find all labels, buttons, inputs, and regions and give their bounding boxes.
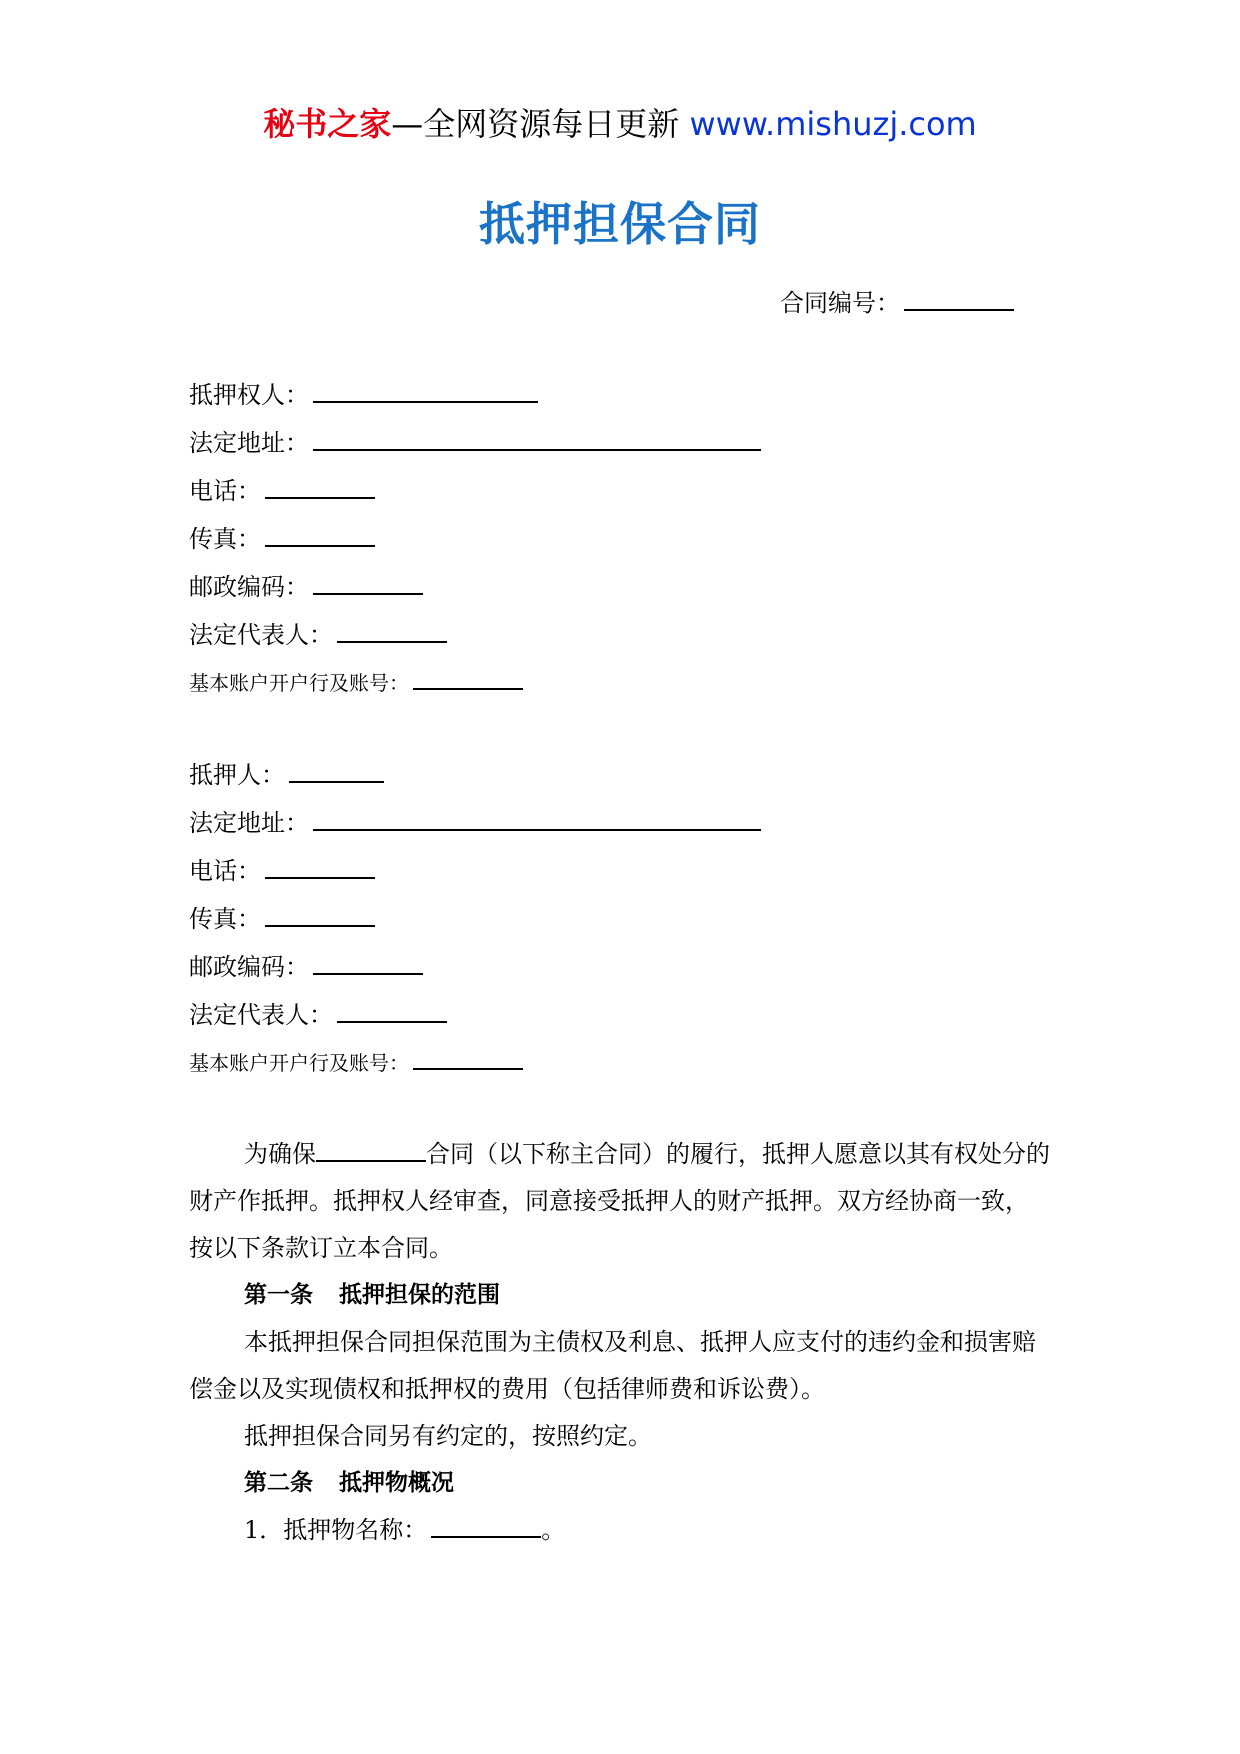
mortgagor-postcode-row [189,950,1089,998]
article-2-item-1-end: 。 [541,1516,566,1544]
mortgagor-postcode-label: 邮政编码： [189,953,309,981]
mortgagor-postcode-blank [313,951,423,975]
brand-name: 秘书之家 [263,105,392,143]
mortgagee-address-row [189,426,1089,474]
mortgagee-name-blank [313,379,538,403]
mortgagee-phone-label: 电话： [189,477,261,505]
contract-number-label: 合同编号： [780,289,900,317]
article-1-number: 第一条 [244,1282,313,1308]
contract-body [189,1131,1051,1554]
mortgagee-bank-blank [413,666,523,690]
mortgagor-address-label: 法定地址： [189,809,309,837]
article-2-item-1 [189,1507,1051,1554]
mortgagor-rep-row [189,998,1089,1046]
mortgagor-address-blank [313,807,761,831]
header-slogan: —全网资源每日更新 [391,105,680,143]
mortgagee-rep-label: 法定代表人： [189,621,333,649]
mortgagee-postcode-label: 邮政编码： [189,573,309,601]
article-1-heading [189,1272,1051,1319]
mortgagee-name-label: 抵押权人： [189,381,309,409]
mortgagee-address-blank [313,427,761,451]
mortgagor-name-row [189,758,1089,806]
mortgagor-name-blank [289,759,384,783]
mortgagor-phone-label: 电话： [189,857,261,885]
mortgagee-postcode-row [189,570,1089,618]
mortgagee-phone-blank [265,475,375,499]
mortgagee-name-row [189,378,1089,426]
mortgagee-fax-blank [265,523,375,547]
article-1-paragraph-1: 本抵押担保合同担保范围为主债权及利息、抵押人应支付的违约金和损害赔偿金以及实现债权和抵押权的费用（包括律师费和诉讼费）。 [189,1328,1036,1403]
main-contract-blank [316,1138,426,1162]
contract-number-blank [904,287,1014,311]
article-2-heading [189,1460,1051,1507]
mortgagor-rep-blank [337,999,447,1023]
mortgagee-section [189,378,1089,714]
mortgagor-phone-row [189,854,1089,902]
mortgagor-rep-label: 法定代表人： [189,1001,333,1029]
mortgagee-postcode-blank [313,571,423,595]
mortgagor-address-row [189,806,1089,854]
mortgagee-address-label: 法定地址： [189,429,309,457]
article-2-title: 抵押物概况 [339,1470,454,1496]
intro-before-blank: 为确保 [244,1140,316,1168]
article-1-paragraph-2: 抵押担保合同另有约定的，按照约定。 [244,1422,652,1450]
contract-number [780,286,1014,320]
mortgagor-bank-blank [413,1046,523,1070]
mortgagee-bank-row [189,666,1089,714]
site-url[interactable]: www.mishuzj.com [689,105,977,143]
mortgagee-phone-row [189,474,1089,522]
collateral-name-blank [431,1514,541,1538]
mortgagor-fax-label: 传真： [189,905,261,933]
intro-paragraph [189,1131,1051,1272]
mortgagor-name-label: 抵押人： [189,761,285,789]
article-1-title: 抵押担保的范围 [339,1282,500,1308]
mortgagee-bank-label: 基本账户开户行及账号： [189,671,409,695]
mortgagee-rep-blank [337,619,447,643]
intro-after-blank: 合同（以下称主合同）的履行，抵押人愿意以其有权处分的财产作抵押。抵押权人经审查，同意接受抵押人的财产抵押。双方经协商一致，按以下条款订立本合同。 [189,1140,1050,1262]
mortgagee-rep-row [189,618,1089,666]
article-2-number: 第二条 [244,1470,313,1496]
mortgagor-bank-row [189,1046,1089,1094]
mortgagee-fax-row [189,522,1089,570]
mortgagor-section [189,758,1089,1094]
article-2-item-1-label: 1．抵押物名称： [244,1516,428,1544]
site-header [0,104,1240,144]
mortgagor-fax-blank [265,903,375,927]
mortgagor-phone-blank [265,855,375,879]
document-title: 抵押担保合同 [479,197,761,251]
mortgagee-fax-label: 传真： [189,525,261,553]
mortgagor-fax-row [189,902,1089,950]
mortgagor-bank-label: 基本账户开户行及账号： [189,1051,409,1075]
